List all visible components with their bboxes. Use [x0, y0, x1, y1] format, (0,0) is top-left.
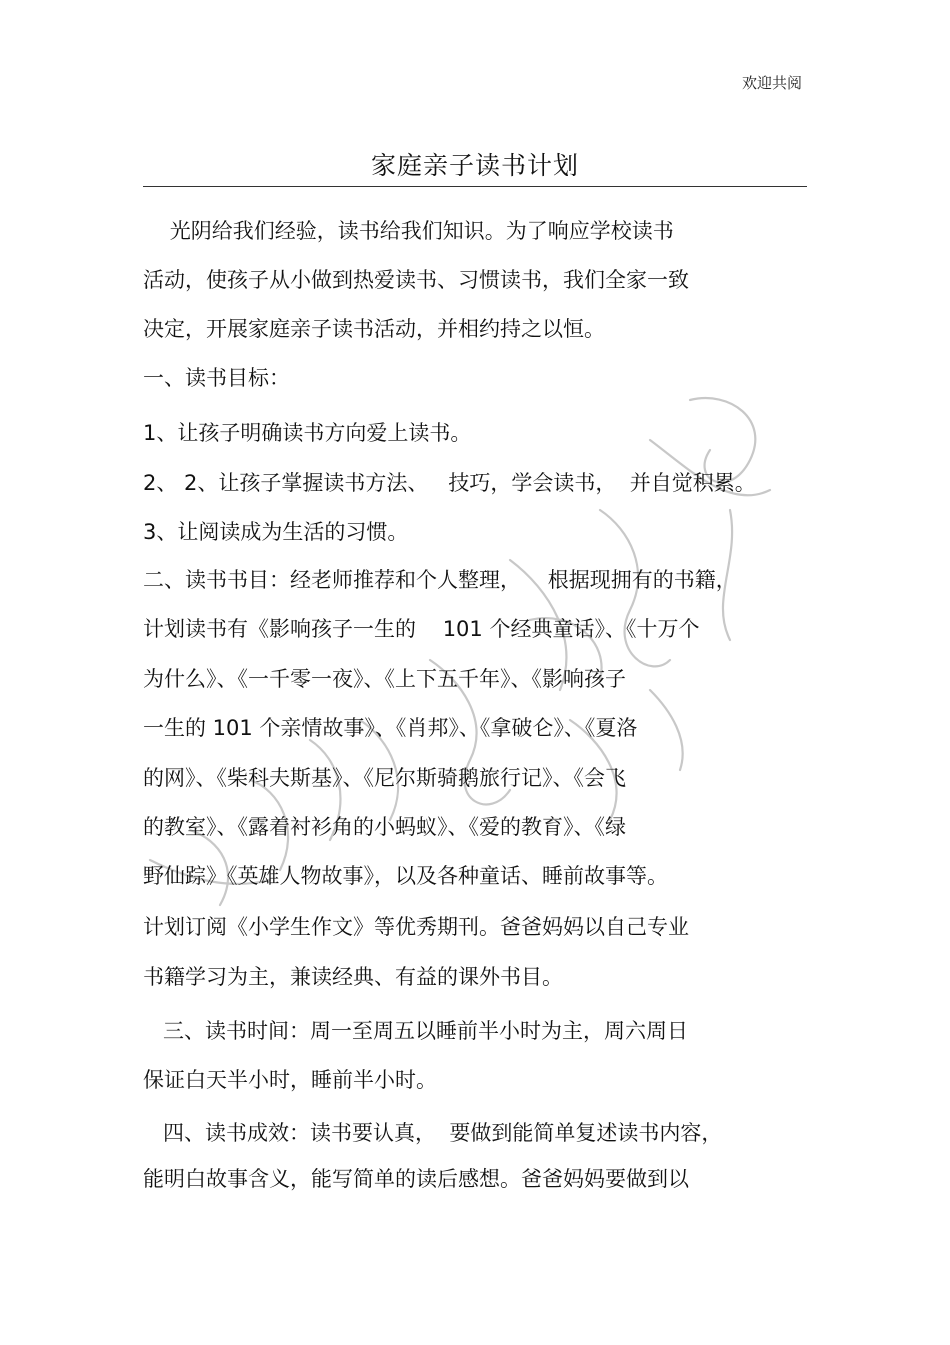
section-heading: 二、读书书目：经老师推荐和个人整理， 根据现拥有的书籍， — [143, 568, 737, 592]
body-line: 能明白故事含义，能写简单的读后感想。爸爸妈妈要做到以 — [143, 1167, 689, 1191]
list-item: 2、 2、让孩子掌握读书方法、 技巧，学会读书， 并自觉积累。 — [143, 471, 756, 495]
body-line: 计划订阅《小学生作文》等优秀期刊。爸爸妈妈以自己专业 — [143, 915, 689, 939]
body-line: 一生的 101 个亲情故事》、《肖邦》、《拿破仑》、《夏洛 — [143, 716, 638, 740]
body-line: 的教室》、《露着衬衫角的小蚂蚁》、《爱的教育》、《绿 — [143, 815, 626, 839]
section-heading: 四、读书成效：读书要认真， 要做到能简单复述读书内容， — [143, 1121, 723, 1145]
list-item: 3、让阅读成为生活的习惯。 — [143, 520, 409, 544]
body-line: 光阴给我们经验，读书给我们知识。为了响应学校读书 — [143, 219, 674, 243]
body-line: 野仙踪》《英雄人物故事》，以及各种童话、睡前故事等。 — [143, 864, 668, 888]
section-heading: 一、读书目标： — [143, 366, 290, 390]
body-line: 计划读书有《影响孩子一生的 101 个经典童话》、《十万个 — [143, 617, 700, 641]
header-note: 欢迎共阅 — [741, 74, 802, 92]
body-line: 保证白天半小时，睡前半小时。 — [143, 1068, 437, 1092]
title-divider — [143, 186, 807, 187]
body-line: 书籍学习为主，兼读经典、有益的课外书目。 — [143, 965, 563, 989]
body-line: 为什么》、《一千零一夜》、《上下五千年》、《影响孩子 — [143, 667, 626, 691]
body-line: 活动，使孩子从小做到热爱读书、习惯读书，我们全家一致 — [143, 268, 689, 292]
section-heading: 三、读书时间：周一至周五以睡前半小时为主，周六周日 — [143, 1019, 689, 1043]
body-line: 的网》、《柴科夫斯基》、《尼尔斯骑鹅旅行记》、《会飞 — [143, 766, 626, 790]
body-line: 决定，开展家庭亲子读书活动，并相约持之以恒。 — [143, 317, 605, 341]
list-item: 1、让孩子明确读书方向爱上读书。 — [143, 421, 472, 445]
document-title: 家庭亲子读书计划 — [370, 151, 579, 180]
